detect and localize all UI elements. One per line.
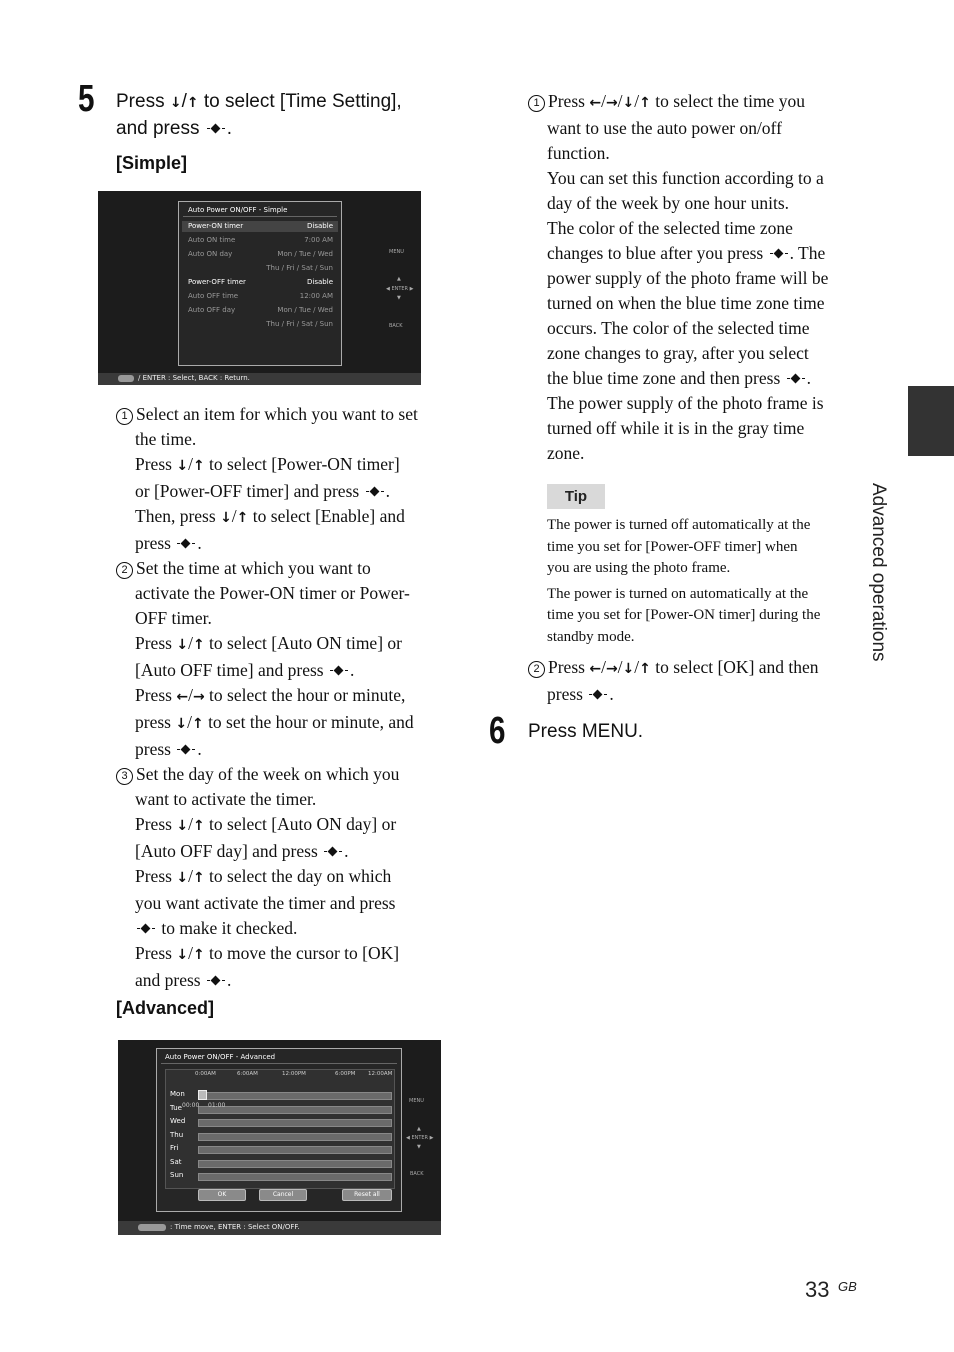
- enter-icon: [322, 846, 344, 858]
- right-item-2-line-2: press .: [547, 684, 614, 704]
- enter-icon: [587, 689, 609, 701]
- advanced-screen: [118, 1040, 441, 1235]
- section-tab-label: Advanced operations: [868, 483, 889, 662]
- section-tab-marker: [908, 386, 954, 456]
- arrow-key-icon: ↓: [176, 637, 189, 653]
- step-6-number: 6: [489, 710, 506, 752]
- simple-item-2-line-1: 2 Set the time at which you want to: [116, 556, 456, 581]
- arrow-key-icon: →: [192, 689, 205, 705]
- setting-value[interactable]: Mon / Tue / Wed: [277, 250, 333, 258]
- right-item-1-line-15: zone.: [547, 443, 585, 463]
- setting-value[interactable]: Thu / Fri / Sat / Sun: [266, 320, 333, 328]
- day-label: Sun: [170, 1171, 184, 1179]
- tip-line: The power is turned off automatically at the: [547, 517, 811, 533]
- time-cursor[interactable]: [198, 1090, 207, 1100]
- simple-item-2-line-3: OFF timer.: [135, 608, 212, 628]
- simple-item-3-line-7: to make it checked.: [135, 916, 456, 941]
- advanced-status-text: : Time move, ENTER : Select ON/OFF.: [170, 1223, 300, 1231]
- arrow-key-icon: ↓: [176, 458, 189, 474]
- cursor-end-time: 01:00: [208, 1102, 226, 1109]
- page-number: 33: [805, 1277, 830, 1302]
- arrow-key-icon: ↓: [176, 870, 189, 886]
- cursor-start-time: 00:00: [182, 1102, 200, 1109]
- simple-item-2-line-4: Press ↓/↑ to select [Auto ON time] or: [135, 633, 402, 653]
- simple-item-2-line-8: press .: [135, 739, 202, 759]
- step-5-line-2: and press: [116, 118, 200, 139]
- reset-all-button[interactable]: Reset all: [342, 1189, 392, 1201]
- day-timeline-track[interactable]: [198, 1119, 392, 1127]
- simple-item-3-line-9: and press .: [135, 970, 232, 990]
- setting-label[interactable]: Auto ON day: [188, 250, 233, 258]
- setting-label[interactable]: Auto OFF day: [188, 306, 236, 314]
- right-item-1-line-5: day of the week by one hour units.: [547, 193, 790, 213]
- ok-button[interactable]: OK: [198, 1189, 246, 1201]
- setting-label[interactable]: Power-OFF timer: [188, 278, 246, 286]
- arrow-key-icon: ↓: [622, 661, 635, 677]
- step-5-number: 5: [78, 78, 95, 120]
- advanced-dialog-title: Auto Power ON/OFF - Advanced: [165, 1053, 276, 1061]
- simple-item-1-line-3: Press ↓/↑ to select [Power-ON timer]: [135, 454, 400, 474]
- back-button-label: BACK: [410, 1171, 424, 1177]
- down-arrow-icon: ▼: [417, 1144, 421, 1150]
- arrow-key-icon: ↑: [191, 716, 204, 732]
- day-label: Thu: [170, 1130, 184, 1139]
- simple-heading: [Simple]: [116, 153, 188, 173]
- enter-icon: [364, 486, 386, 498]
- day-timeline-track[interactable]: [198, 1092, 392, 1100]
- enter-icon: [205, 123, 227, 135]
- right-item-1: [528, 89, 858, 466]
- enter-icon: [135, 923, 157, 935]
- setting-label[interactable]: Power-ON timer: [188, 222, 244, 230]
- arrow-key-icon: ↑: [192, 870, 205, 886]
- simple-item-3-line-8: Press ↓/↑ to move the cursor to [OK]: [135, 943, 400, 963]
- right-item-1-line-1: 1 Press ←/→/↓/↑ to select the time you: [528, 89, 858, 116]
- tip-body: [547, 515, 867, 648]
- simple-item-3-line-3: Press ↓/↑ to select [Auto ON day] or: [135, 814, 397, 834]
- time-scale-label: 12:00PM: [282, 1071, 306, 1077]
- day-label: Mon: [170, 1090, 185, 1098]
- day-timeline-track[interactable]: [198, 1133, 392, 1141]
- day-timeline-track[interactable]: [198, 1160, 392, 1168]
- day-label: Sat: [170, 1157, 182, 1166]
- right-item-1-line-8: power supply of the photo frame will be: [547, 268, 829, 288]
- setting-label[interactable]: Auto OFF time: [188, 292, 239, 300]
- day-timeline-track[interactable]: [198, 1106, 392, 1114]
- setting-value[interactable]: Thu / Fri / Sat / Sun: [266, 264, 333, 272]
- simple-dialog: [178, 201, 342, 366]
- menu-button-label: MENU: [389, 249, 404, 255]
- step-circle-number: 1: [528, 95, 545, 112]
- arrow-key-icon: ↓: [176, 947, 189, 963]
- day-label: Wed: [170, 1117, 186, 1125]
- tip-line: you are using the photo frame.: [547, 560, 731, 576]
- enter-button-label: ◀ ENTER ▶: [406, 1135, 434, 1141]
- simple-item-2-line-5: [Auto OFF time] and press .: [135, 660, 355, 680]
- right-item-1-line-6: The color of the selected time zone: [547, 218, 793, 238]
- tip-line: The power is turned on automatically at the: [547, 585, 809, 602]
- simple-instructions: [116, 402, 456, 993]
- setting-value[interactable]: Mon / Tue / Wed: [277, 306, 333, 314]
- arrow-key-icon: ↑: [639, 661, 651, 677]
- arrow-key-icon: ↑: [186, 95, 199, 111]
- simple-item-1-line-6: press .: [135, 533, 202, 553]
- right-item-1-line-13: The power supply of the photo frame is: [547, 393, 824, 413]
- day-label: Fri: [170, 1144, 179, 1152]
- setting-value[interactable]: Disable: [307, 222, 333, 230]
- step-circle-number: 2: [528, 661, 545, 678]
- cancel-button[interactable]: Cancel: [259, 1189, 307, 1201]
- back-button-label: BACK: [389, 323, 403, 329]
- time-scale-label: 6:00PM: [335, 1071, 356, 1077]
- simple-status-bar: [98, 373, 421, 385]
- setting-value[interactable]: Disable: [307, 278, 333, 286]
- simple-dialog-title: Auto Power ON/OFF - Simple: [188, 206, 288, 214]
- up-arrow-icon: ▲: [397, 276, 401, 282]
- simple-item-3-line-4: [Auto OFF day] and press .: [135, 841, 349, 861]
- menu-button-label: MENU: [409, 1098, 424, 1104]
- arrow-key-icon: ↓: [220, 510, 232, 526]
- enter-icon: [785, 373, 807, 385]
- arrow-key-icon: ↓: [622, 95, 635, 111]
- arrow-key-icon: ↓: [176, 818, 189, 834]
- arrow-key-icon: ↑: [192, 818, 205, 834]
- right-item-1-line-3: function.: [547, 143, 610, 163]
- simple-item-2-line-7: press ↓/↑ to set the hour or minute, and: [135, 712, 414, 732]
- arrow-key-icon: ←: [589, 95, 602, 111]
- enter-button-label: ◀ ENTER ▶: [386, 286, 414, 292]
- dpad-icon: [118, 375, 134, 382]
- arrow-key-icon: ↓: [175, 716, 188, 732]
- right-item-1-line-14: turned off while it is in the gray time: [547, 418, 805, 438]
- enter-icon: [768, 248, 790, 260]
- tip-line: time you set for [Power-OFF timer] when: [547, 538, 798, 555]
- arrow-key-icon: →: [605, 661, 618, 677]
- dpad-icon: [138, 1224, 166, 1231]
- simple-screen: [98, 191, 421, 385]
- simple-item-1-line-2: the time.: [135, 429, 197, 449]
- day-timeline-track[interactable]: [198, 1173, 392, 1181]
- advanced-heading: [Advanced]: [116, 998, 215, 1018]
- time-scale-label: 12:00AM: [368, 1071, 393, 1077]
- step-circle-number: 2: [116, 562, 133, 579]
- step-6-instruction: Press MENU.: [528, 721, 644, 742]
- time-scale-label: 6:00AM: [237, 1071, 258, 1077]
- region-code: GB: [838, 1279, 857, 1294]
- step-5-instruction: Press ↓/↑ to select [Time Setting], and press .: [116, 89, 456, 141]
- simple-item-2-line-6: Press ←/→ to select the hour or minute,: [135, 685, 406, 705]
- right-item-2: [528, 655, 858, 707]
- tip-line: time you set for [Power-ON timer] during the: [547, 607, 821, 623]
- up-arrow-icon: ▲: [417, 1126, 421, 1132]
- simple-item-1-line-4: or [Power-OFF timer] and press .: [135, 481, 390, 501]
- enter-icon: [175, 744, 197, 756]
- simple-item-2-line-2: activate the Power-ON timer or Power-: [135, 583, 410, 603]
- setting-value[interactable]: 12:00 AM: [299, 292, 333, 300]
- arrow-key-icon: ↑: [192, 947, 205, 963]
- tip-line: standby mode.: [547, 628, 635, 645]
- day-label: Tue: [170, 1103, 182, 1112]
- simple-item-1-line-1: 1 Select an item for which you want to set: [116, 402, 456, 427]
- enter-icon: [175, 538, 197, 550]
- simple-item-1-line-5: Then, press ↓/↑ to select [Enable] and: [135, 506, 405, 526]
- right-item-1-line-4: You can set this function according to a: [547, 168, 824, 188]
- step-5-line-1: Press ↓/↑ to select [Time Setting],: [116, 91, 402, 112]
- enter-icon: [205, 975, 227, 987]
- setting-label[interactable]: Auto ON time: [188, 236, 236, 244]
- timeline-area: [165, 1069, 395, 1189]
- simple-item-3-line-1: 3 Set the day of the week on which you: [116, 762, 456, 787]
- enter-icon: [328, 665, 350, 677]
- right-item-1-line-7: changes to blue after you press . The: [547, 243, 826, 263]
- simple-item-3-line-5: Press ↓/↑ to select the day on which: [135, 866, 392, 886]
- right-item-1-line-10: occurs. The color of the selected time: [547, 318, 810, 338]
- advanced-status-bar: [118, 1221, 441, 1235]
- right-item-1-line-9: turned on when the blue time zone time: [547, 293, 825, 313]
- tip-label: Tip: [547, 484, 605, 509]
- arrow-key-icon: ↓: [169, 95, 182, 111]
- advanced-dialog: [156, 1048, 402, 1212]
- day-timeline-track[interactable]: [198, 1146, 392, 1154]
- simple-item-3-line-6: you want activate the timer and press: [135, 893, 396, 913]
- right-item-1-line-12: the blue time zone and then press .: [547, 368, 812, 388]
- simple-status-text: / ENTER : Select, BACK : Return.: [138, 374, 250, 382]
- down-arrow-icon: ▼: [397, 295, 401, 301]
- step-circle-number: 1: [116, 408, 133, 425]
- arrow-key-icon: ↑: [192, 458, 205, 474]
- right-item-2-line-1: 2 Press ←/→/↓/↑ to select [OK] and then: [528, 655, 858, 682]
- time-scale-label: 0:00AM: [195, 1071, 216, 1077]
- simple-item-3-line-2: want to activate the timer.: [135, 789, 317, 809]
- arrow-key-icon: ↑: [236, 510, 249, 526]
- step-circle-number: 3: [116, 768, 133, 785]
- arrow-key-icon: →: [605, 95, 618, 111]
- arrow-key-icon: ↑: [639, 95, 651, 111]
- arrow-key-icon: ↑: [192, 637, 205, 653]
- right-item-1-line-2: want to use the auto power on/off: [547, 118, 782, 138]
- setting-value[interactable]: 7:00 AM: [304, 236, 333, 244]
- right-item-1-line-11: zone changes to gray, after you select: [547, 343, 809, 363]
- arrow-key-icon: ←: [589, 661, 602, 677]
- arrow-key-icon: ←: [176, 689, 189, 705]
